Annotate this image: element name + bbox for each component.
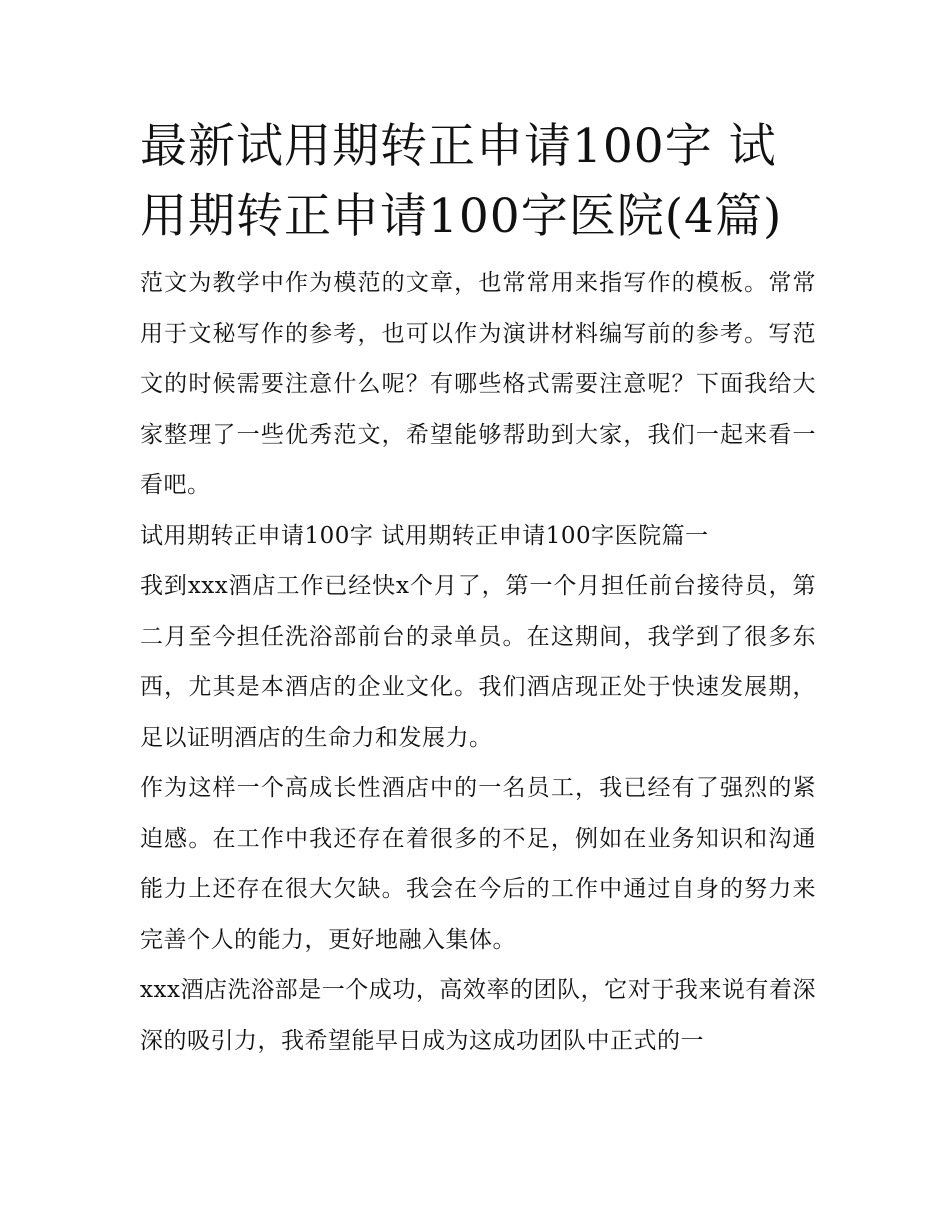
document-body <box>140 112 816 1066</box>
section-heading: 试用期转正申请100字 试用期转正申请100字医院篇一 <box>140 522 709 549</box>
body-paragraph: 作为这样一个高成长性酒店中的一名员工，我已经有了强烈的紧迫感。在工作中我还存在着很多的不足，例如在业务知识和沟通能力上还存在很大欠缺。我会在今后的工作中通过自身的努力来完善个人的能力，更好地融入集体。 <box>140 775 816 953</box>
intro-paragraph: 范文为教学中作为模范的文章，也常常用来指写作的模板。常常用于文秘写作的参考，也可以作为演讲材料编写前的参考。写范文的时候需要注意什么呢？有哪些格式需要注意呢？下面我给大家整理了一些优秀范文，希望能够帮助到大家，我们一起来看一看吧。 <box>140 270 816 498</box>
document-title: 最新试用期转正申请100字 试用期转正申请100字医院(4篇) <box>140 119 783 244</box>
body-paragraph: 我到xxx酒店工作已经快x个月了，第一个月担任前台接待员，第二月至今担任洗浴部前台的录单员。在这期间，我学到了很多东西，尤其是本酒店的企业文化。我们酒店现正处于快速发展期，足以证明酒店的生命力和发展力。 <box>140 573 816 751</box>
body-paragraph: xxx酒店洗浴部是一个成功，高效率的团队，它对于我来说有着深深的吸引力，我希望能早日成为这成功团队中正式的一 <box>140 977 816 1054</box>
